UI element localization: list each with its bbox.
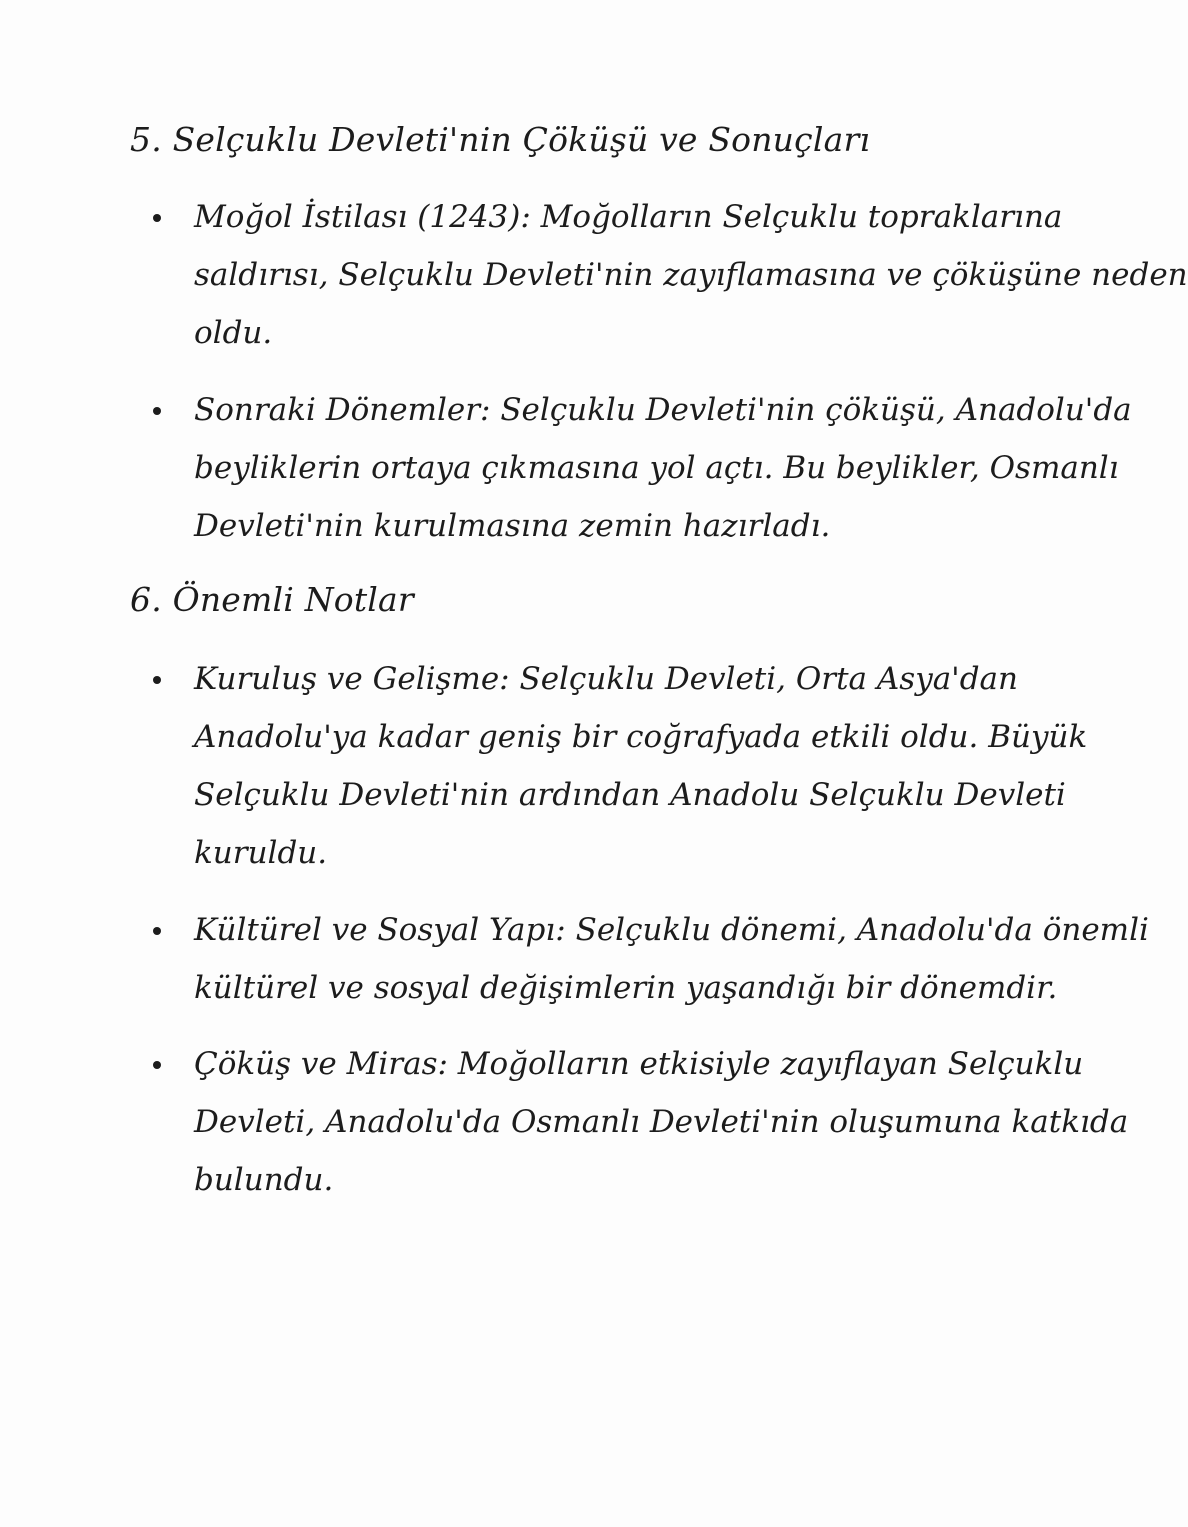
bullet-dot-icon bbox=[153, 676, 161, 684]
bullet-line: bulundu. bbox=[194, 1162, 334, 1198]
bullet-dot-icon bbox=[153, 927, 161, 935]
bullet-line: Kuruluş ve Gelişme: Selçuklu Devleti, Orta Asya'dan bbox=[194, 661, 1018, 697]
bullet-line: saldırısı, Selçuklu Devleti'nin zayıflamasına ve çöküşüne neden bbox=[194, 257, 1188, 293]
bullet-line: Moğol İstilası (1243): Moğolların Selçuklu topraklarına bbox=[194, 199, 1063, 235]
bullet-dot-icon bbox=[153, 407, 161, 415]
bullet-line: Çöküş ve Miras: Moğolların etkisiyle zayıflayan Selçuklu bbox=[194, 1046, 1084, 1082]
bullet-line: Kültürel ve Sosyal Yapı: Selçuklu dönemi, Anadolu'da önemli bbox=[194, 912, 1149, 948]
bullet-line: kültürel ve sosyal değişimlerin yaşandığı bir dönemdir. bbox=[194, 970, 1058, 1006]
bullet-dot-icon bbox=[153, 214, 161, 222]
bullet-line: Anadolu'ya kadar geniş bir coğrafyada etkili oldu. Büyük bbox=[194, 719, 1088, 755]
bullet-line: Devleti'nin kurulmasına zemin hazırladı. bbox=[194, 508, 831, 544]
bullet-line: Sonraki Dönemler: Selçuklu Devleti'nin çöküşü, Anadolu'da bbox=[194, 392, 1132, 428]
bullet-line: Devleti, Anadolu'da Osmanlı Devleti'nin oluşumuna katkıda bbox=[194, 1104, 1129, 1140]
bullet-line: Selçuklu Devleti'nin ardından Anadolu Selçuklu Devleti bbox=[194, 777, 1066, 813]
section-6-heading: 6. Önemli Notlar bbox=[130, 580, 414, 619]
bullet-dot-icon bbox=[153, 1061, 161, 1069]
bullet-line: kuruldu. bbox=[194, 835, 328, 871]
bullet-line: oldu. bbox=[194, 315, 273, 351]
section-5-heading: 5. Selçuklu Devleti'nin Çöküşü ve Sonuçları bbox=[130, 120, 871, 159]
bullet-line: beyliklerin ortaya çıkmasına yol açtı. Bu beylikler, Osmanlı bbox=[194, 450, 1119, 486]
